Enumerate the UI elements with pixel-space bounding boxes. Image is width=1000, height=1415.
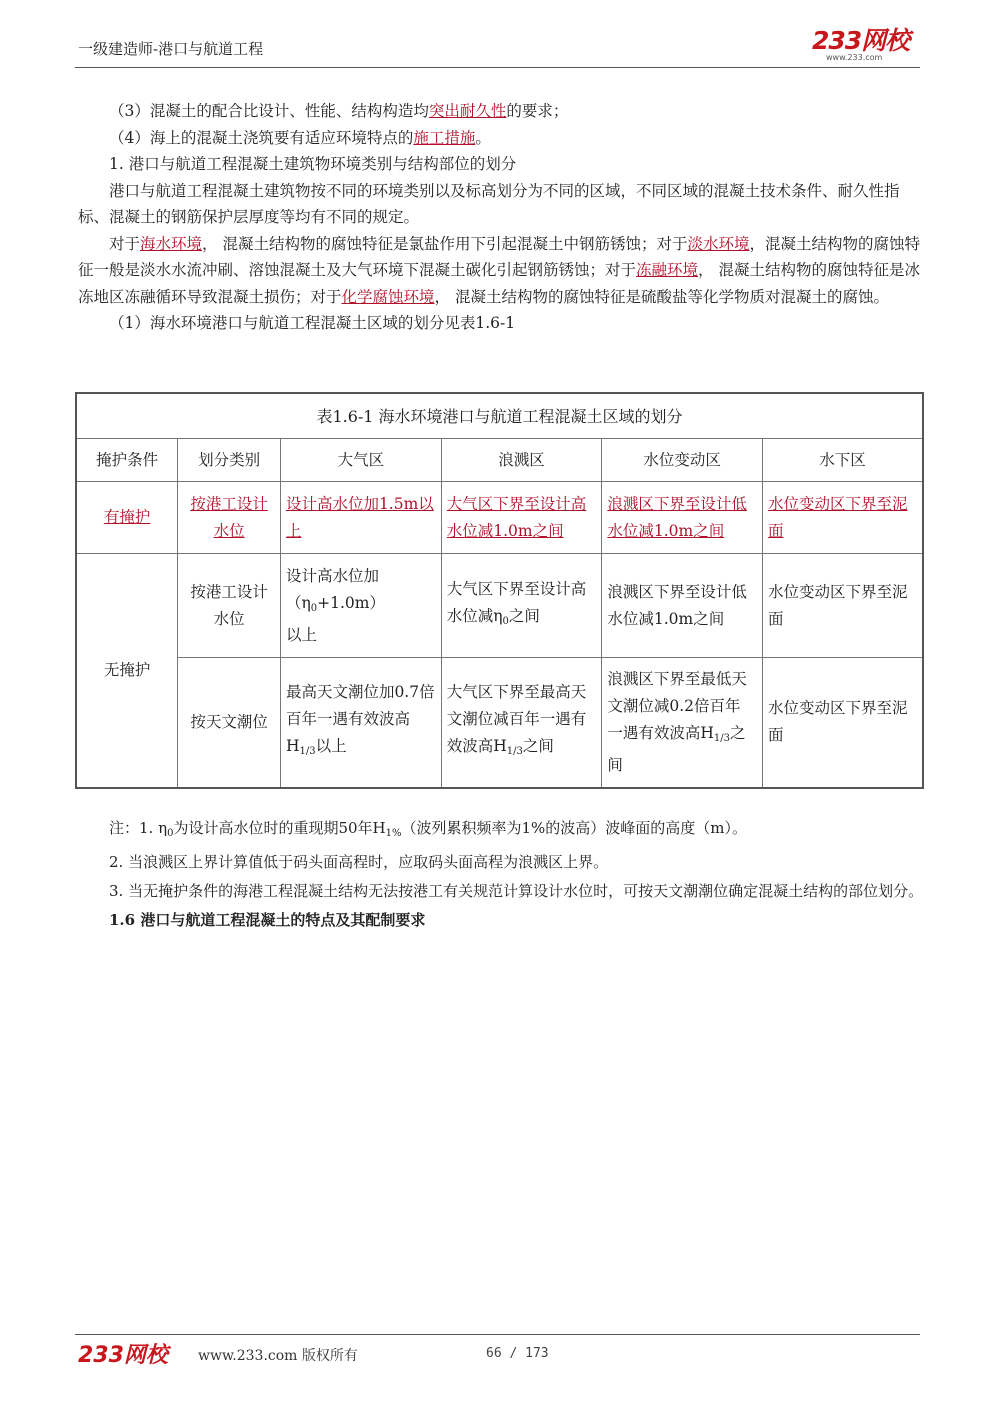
subscript: 0: [502, 616, 509, 627]
footer-divider: [75, 1334, 920, 1335]
footer-copyright: www.233.com 版权所有: [198, 1348, 358, 1364]
header-cell: 划分类别: [178, 439, 281, 482]
header-cell: 浪溅区: [441, 439, 602, 482]
paragraph-environments: [78, 231, 924, 311]
cell-tidal: 浪溅区下界至设计低水位减1.0m之间: [602, 554, 763, 658]
cell-tidal: 浪溅区下界至设计低水位减1.0m之间: [607, 494, 747, 540]
cell-splash: [441, 658, 602, 788]
header-cell: 大气区: [280, 439, 441, 482]
header-divider: [75, 67, 920, 68]
brand-logo: [812, 28, 932, 64]
paragraph-table-ref: （1）海水环境港口与航道工程混凝土区域的划分见表1.6-1: [109, 314, 516, 332]
cell-atmospheric: [280, 554, 441, 658]
text: （波列累积频率为1%的波高）波峰面的高度（m）。: [401, 819, 748, 837]
cell-underwater: 水位变动区下界至泥面: [767, 494, 908, 540]
footer-logo: 233网校: [78, 1343, 168, 1368]
table-row: [76, 658, 923, 788]
text: ，混凝土结构物的腐蚀特征一般是淡水水流冲刷、溶蚀混凝土及大气环境下混凝土碳化引起钢筋锈蚀；对于: [78, 234, 920, 279]
text: ， 混凝土结构物的腐蚀特征是硫酸盐等化学物质对混凝土的腐蚀。: [434, 287, 889, 306]
text: 大气区下界至设计高水位减η: [446, 580, 587, 625]
text: 以上: [285, 625, 317, 644]
note-2: 2. 当浪溅区上界计算值低于码头面高程时，应取码头面高程为浪溅区上界。: [109, 853, 609, 871]
table-notes: [78, 814, 924, 935]
cell-underwater: 水位变动区下界至泥面: [762, 554, 923, 658]
paragraph-3: [78, 98, 924, 125]
highlight-measures: 施工措施: [413, 128, 476, 147]
header-cell: 水下区: [762, 439, 923, 482]
paragraph-4: [78, 125, 924, 152]
text: 以上: [315, 737, 347, 756]
cell-cond-unsheltered: 无掩护: [76, 554, 178, 788]
text: 注：1. η: [109, 819, 168, 837]
text: 之间: [522, 737, 554, 756]
logo-text: 233网校: [812, 26, 910, 55]
highlight-durability: 突出耐久性: [428, 102, 507, 120]
header-cell: 掩护条件: [76, 439, 178, 482]
subscript: 1/3: [506, 746, 523, 758]
highlight-freshwater: 淡水环境: [687, 234, 750, 253]
text: 。: [475, 128, 491, 147]
text: 之间: [508, 607, 540, 625]
header-title: 一级建造师-港口与航道工程: [78, 40, 264, 58]
table-row: [76, 482, 923, 554]
text: 最高天文潮位加0.7倍百年一遇有效波高H: [285, 683, 435, 756]
cell-category: 按港工设计水位: [178, 554, 281, 658]
highlight-chemical: 化学腐蚀环境: [341, 287, 435, 306]
subscript: 1%: [385, 828, 402, 839]
text: +1.0m）: [317, 593, 385, 612]
cell-cond-sheltered: 有掩护: [103, 508, 151, 526]
cell-category: 按天文潮位: [178, 658, 281, 788]
text: （4）海上的混凝土浇筑要有适应环境特点的: [109, 128, 414, 147]
subscript: 0: [167, 828, 174, 839]
text: ， 混凝土结构物的腐蚀特征是冰冻地区冻融循环导致混凝土损伤；对于: [78, 261, 920, 306]
text: ， 混凝土结构物的腐蚀特征是氯盐作用下引起混凝土中钢筋锈蚀；对于: [202, 234, 688, 253]
page-number: 66 / 173: [486, 1346, 549, 1361]
cell-atmospheric: [280, 658, 441, 788]
text: 设计高水位加（η: [285, 566, 379, 612]
table-caption: 表1.6-1 海水环境港口与航道工程混凝土区域的划分: [76, 393, 923, 439]
cell-atmospheric: 设计高水位加1.5m以上: [285, 494, 434, 540]
table-header-row: [76, 439, 923, 482]
note-3: 3. 当无掩护条件的海港工程混凝土结构无法按港工有关规范计算设计水位时，可按天文潮潮位确定混凝土结构的部位划分。: [109, 882, 924, 900]
cell-splash: [441, 554, 602, 658]
cell-category: 按港工设计水位: [190, 494, 268, 540]
table-row: [76, 554, 923, 658]
text: 对于: [109, 234, 141, 253]
text: 为设计高水位时的重现期50年H: [173, 819, 386, 837]
text: 浪溅区下界至最低天文潮位减0.2倍百年 一遇有效波高H: [607, 669, 747, 742]
text: （3）混凝土的配合比设计、性能、结构构造均: [109, 102, 429, 120]
cell-underwater: 水位变动区下界至泥面: [762, 658, 923, 788]
header-cell: 水位变动区: [602, 439, 763, 482]
section-heading: 1.6 港口与航道工程混凝土的特点及其配制要求: [109, 911, 426, 929]
cell-tidal: [602, 658, 763, 788]
subscript: 1/3: [713, 732, 730, 744]
paragraph-intro: 港口与航道工程混凝土建筑物按不同的环境类别以及标高划分为不同的区域，不同区域的混凝土技术条件、耐久性指标、混凝土的钢筋保护层厚度等均有不同的规定。: [78, 181, 900, 226]
text: 大气区下界至最高天文潮位减百年一遇有效波高H: [446, 683, 587, 756]
zone-table: [75, 392, 924, 789]
document-body: [78, 98, 924, 337]
subscript: 1/3: [299, 746, 316, 758]
subscript: 0: [310, 602, 318, 614]
logo-url: www.233.com: [826, 53, 883, 62]
heading-1: 1. 港口与航道工程混凝土建筑物环境类别与结构部位的划分: [109, 155, 517, 173]
text: 的要求；: [506, 102, 569, 120]
cell-splash: 大气区下界至设计高水位减1.0m之间: [446, 494, 587, 540]
highlight-seawater: 海水环境: [140, 234, 203, 253]
text: 之间: [607, 723, 746, 774]
note-1: [78, 814, 924, 848]
highlight-freeze-thaw: 冻融环境: [636, 261, 699, 279]
